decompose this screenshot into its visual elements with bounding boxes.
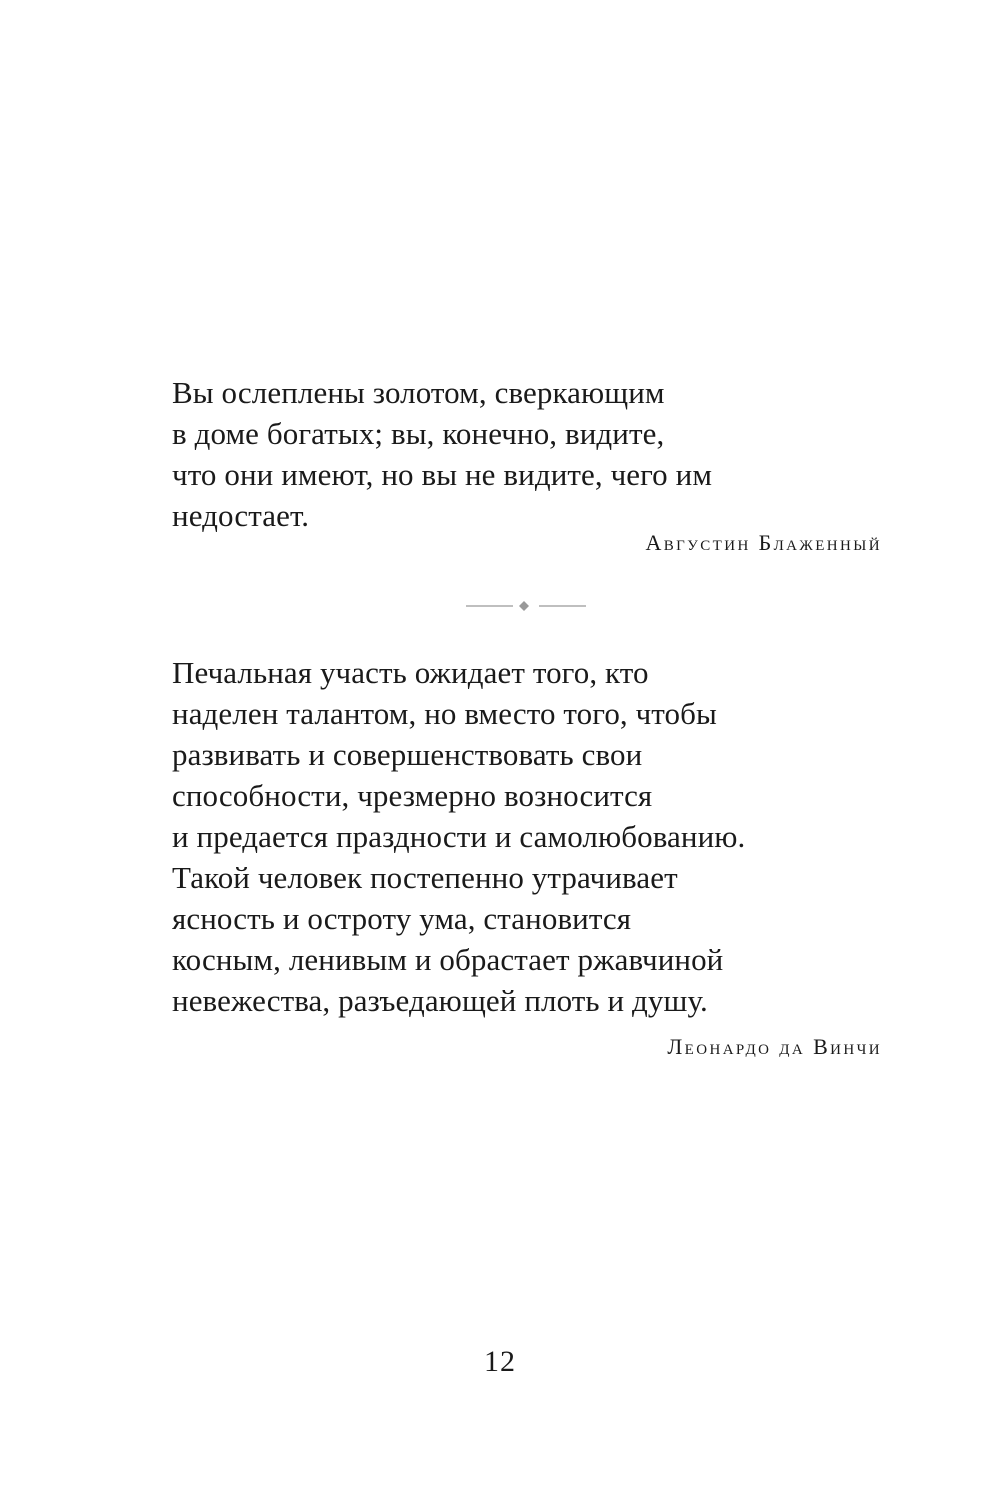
quote-line: способности, чрезмерно возносится <box>172 778 653 813</box>
quote-text <box>172 372 892 536</box>
quote-line: в доме богатых; вы, конечно, видите, <box>172 416 665 451</box>
quote-line: ясность и остроту ума, становится <box>172 901 632 936</box>
quote-line: Вы ослеплены золотом, сверкающим <box>172 375 665 410</box>
quote-line: Такой человек постепенно утрачивает <box>172 860 678 895</box>
quote-line: наделен талантом, но вместо того, чтобы <box>172 696 717 731</box>
quote-line: развивать и совершенствовать свои <box>172 737 643 772</box>
page-number: 12 <box>484 1345 516 1378</box>
quote-line: косным, ленивым и обрастает ржавчиной <box>172 942 724 977</box>
section-divider <box>466 596 586 616</box>
quote-line: Печальная участь ожидает того, кто <box>172 655 649 690</box>
quote-line: невежества, разъедающей плоть и душу. <box>172 983 708 1018</box>
diamond-ornament-icon <box>466 596 586 616</box>
quote-author: Леонардо да Винчи <box>667 1034 882 1059</box>
quote-text <box>172 652 892 1021</box>
quote-line: недостает. <box>172 498 310 533</box>
quote-line: что они имеют, но вы не видите, чего им <box>172 457 713 492</box>
quote-author: Августин Блаженный <box>645 530 882 555</box>
quote-line: и предается праздности и самолюбованию. <box>172 819 746 854</box>
